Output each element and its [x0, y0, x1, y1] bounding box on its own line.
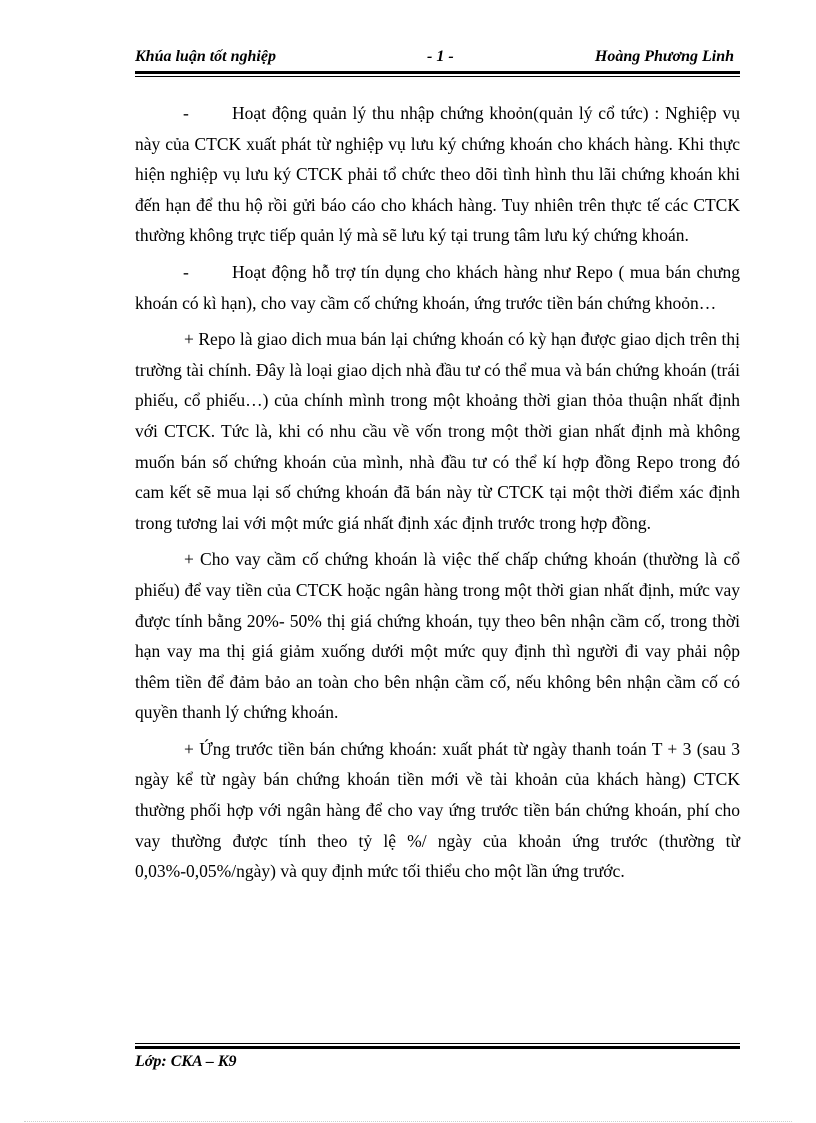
page-body	[135, 98, 740, 887]
page-header	[135, 48, 740, 70]
paragraph-advance-payment: + Ứng trước tiền bán chứng khoán: xuất phát từ ngày thanh toán T + 3 (sau 3 ngày kể từ ngày bán chứng khoán tiền mới về tài khoản của khách hàng) CTCK thường phối hợp với ngân hàng để cho vay ứng trước tiền bán chứng khoán, phí cho vay thường được tính theo tỷ lệ %/ ngày của khoản ứng trước (thường từ 0,03%-0,05%/ngày) và quy định mức tối thiểu cho một lần ứng trước.	[135, 738, 740, 882]
paragraph-text: Hoạt động quản lý thu nhập chứng khoỏn(quản lý cổ tức) : Nghiệp vụ này của CTCK xuất phát từ nghiệp vụ lưu ký chứng khoán cho khách hàng. Khi thực hiện nghiệp vụ lưu ký CTCK phải tổ chức theo dõi tình hình thu lãi chứng khoán khi đến hạn để thu hộ rồi gửi báo cáo cho khách hàng. Tuy nhiên trên thực tế các CTCK thường không trực tiếp quản lý mà sẽ lưu ký tại trung tâm lưu ký chứng khoán.	[135, 103, 740, 246]
thesis-title: Khúa luận tốt nghiệp	[135, 48, 276, 65]
paragraph-text: Hoạt động hỗ trợ tín dụng cho khách hàng như Repo ( mua bán chưng khoán có kì hạn), cho vay cầm cố chứng khoán, ứng trước tiền bán chứng khoỏn…	[135, 261, 740, 313]
page-footer: Lớp: CKA – K9	[135, 1053, 237, 1070]
paragraph-pledge-loan: + Cho vay cầm cố chứng khoán là việc thế chấp chứng khoán (thường là cổ phiếu) để vay tiền của CTCK hoặc ngân hàng trong một thời gian nhất định, mức vay được tính bằng 20%- 50% thị giá chứng khoán, tụy theo bên nhận cầm cố, trong thời hạn vay ma thị giá giảm xuống dưới một mức quy định thì người đi vay phải nộp thêm tiền để đảm bảo an toàn cho bên nhận cầm cố, nếu không bên nhận cầm cố có quyền thanh lý chứng khoán.	[135, 549, 740, 723]
footer-rule-thick	[135, 1046, 740, 1049]
paragraph-credit-support	[135, 257, 740, 318]
paragraph-repo: + Repo là giao dich mua bán lại chứng khoán có kỳ hạn được giao dịch trên thị trường tài chính. Đây là loại giao dịch nhà đầu tư có thể mua và bán chứng khoán (trái phiếu, cổ phiếu…) của chính mình trong một khoảng thời gian thỏa thuận nhất định với CTCK. Tức là, khi có nhu cầu về vốn trong một thời gian nhất định mà không muốn bán số chứng khoán của mình, nhà đầu tư có thể kí hợp đồng Repo trong đó cam kết sẽ mua lại số chứng khoán đã bán này từ CTCK tại một thời điểm xác định trong tương lai với một mức giá nhất định xác định trước trong hợp đồng.	[135, 329, 740, 533]
author-name: Hoàng Phương Linh	[594, 48, 734, 65]
header-rule-thin	[135, 76, 740, 77]
footer-rule-thin	[135, 1043, 740, 1044]
bullet-dash: -	[183, 103, 189, 123]
page-edge-divider	[24, 1121, 792, 1122]
page-number: - 1 -	[427, 48, 454, 65]
bullet-dash: -	[183, 261, 189, 282]
header-rule-thick	[135, 71, 740, 74]
paragraph-credit-management	[135, 98, 740, 251]
